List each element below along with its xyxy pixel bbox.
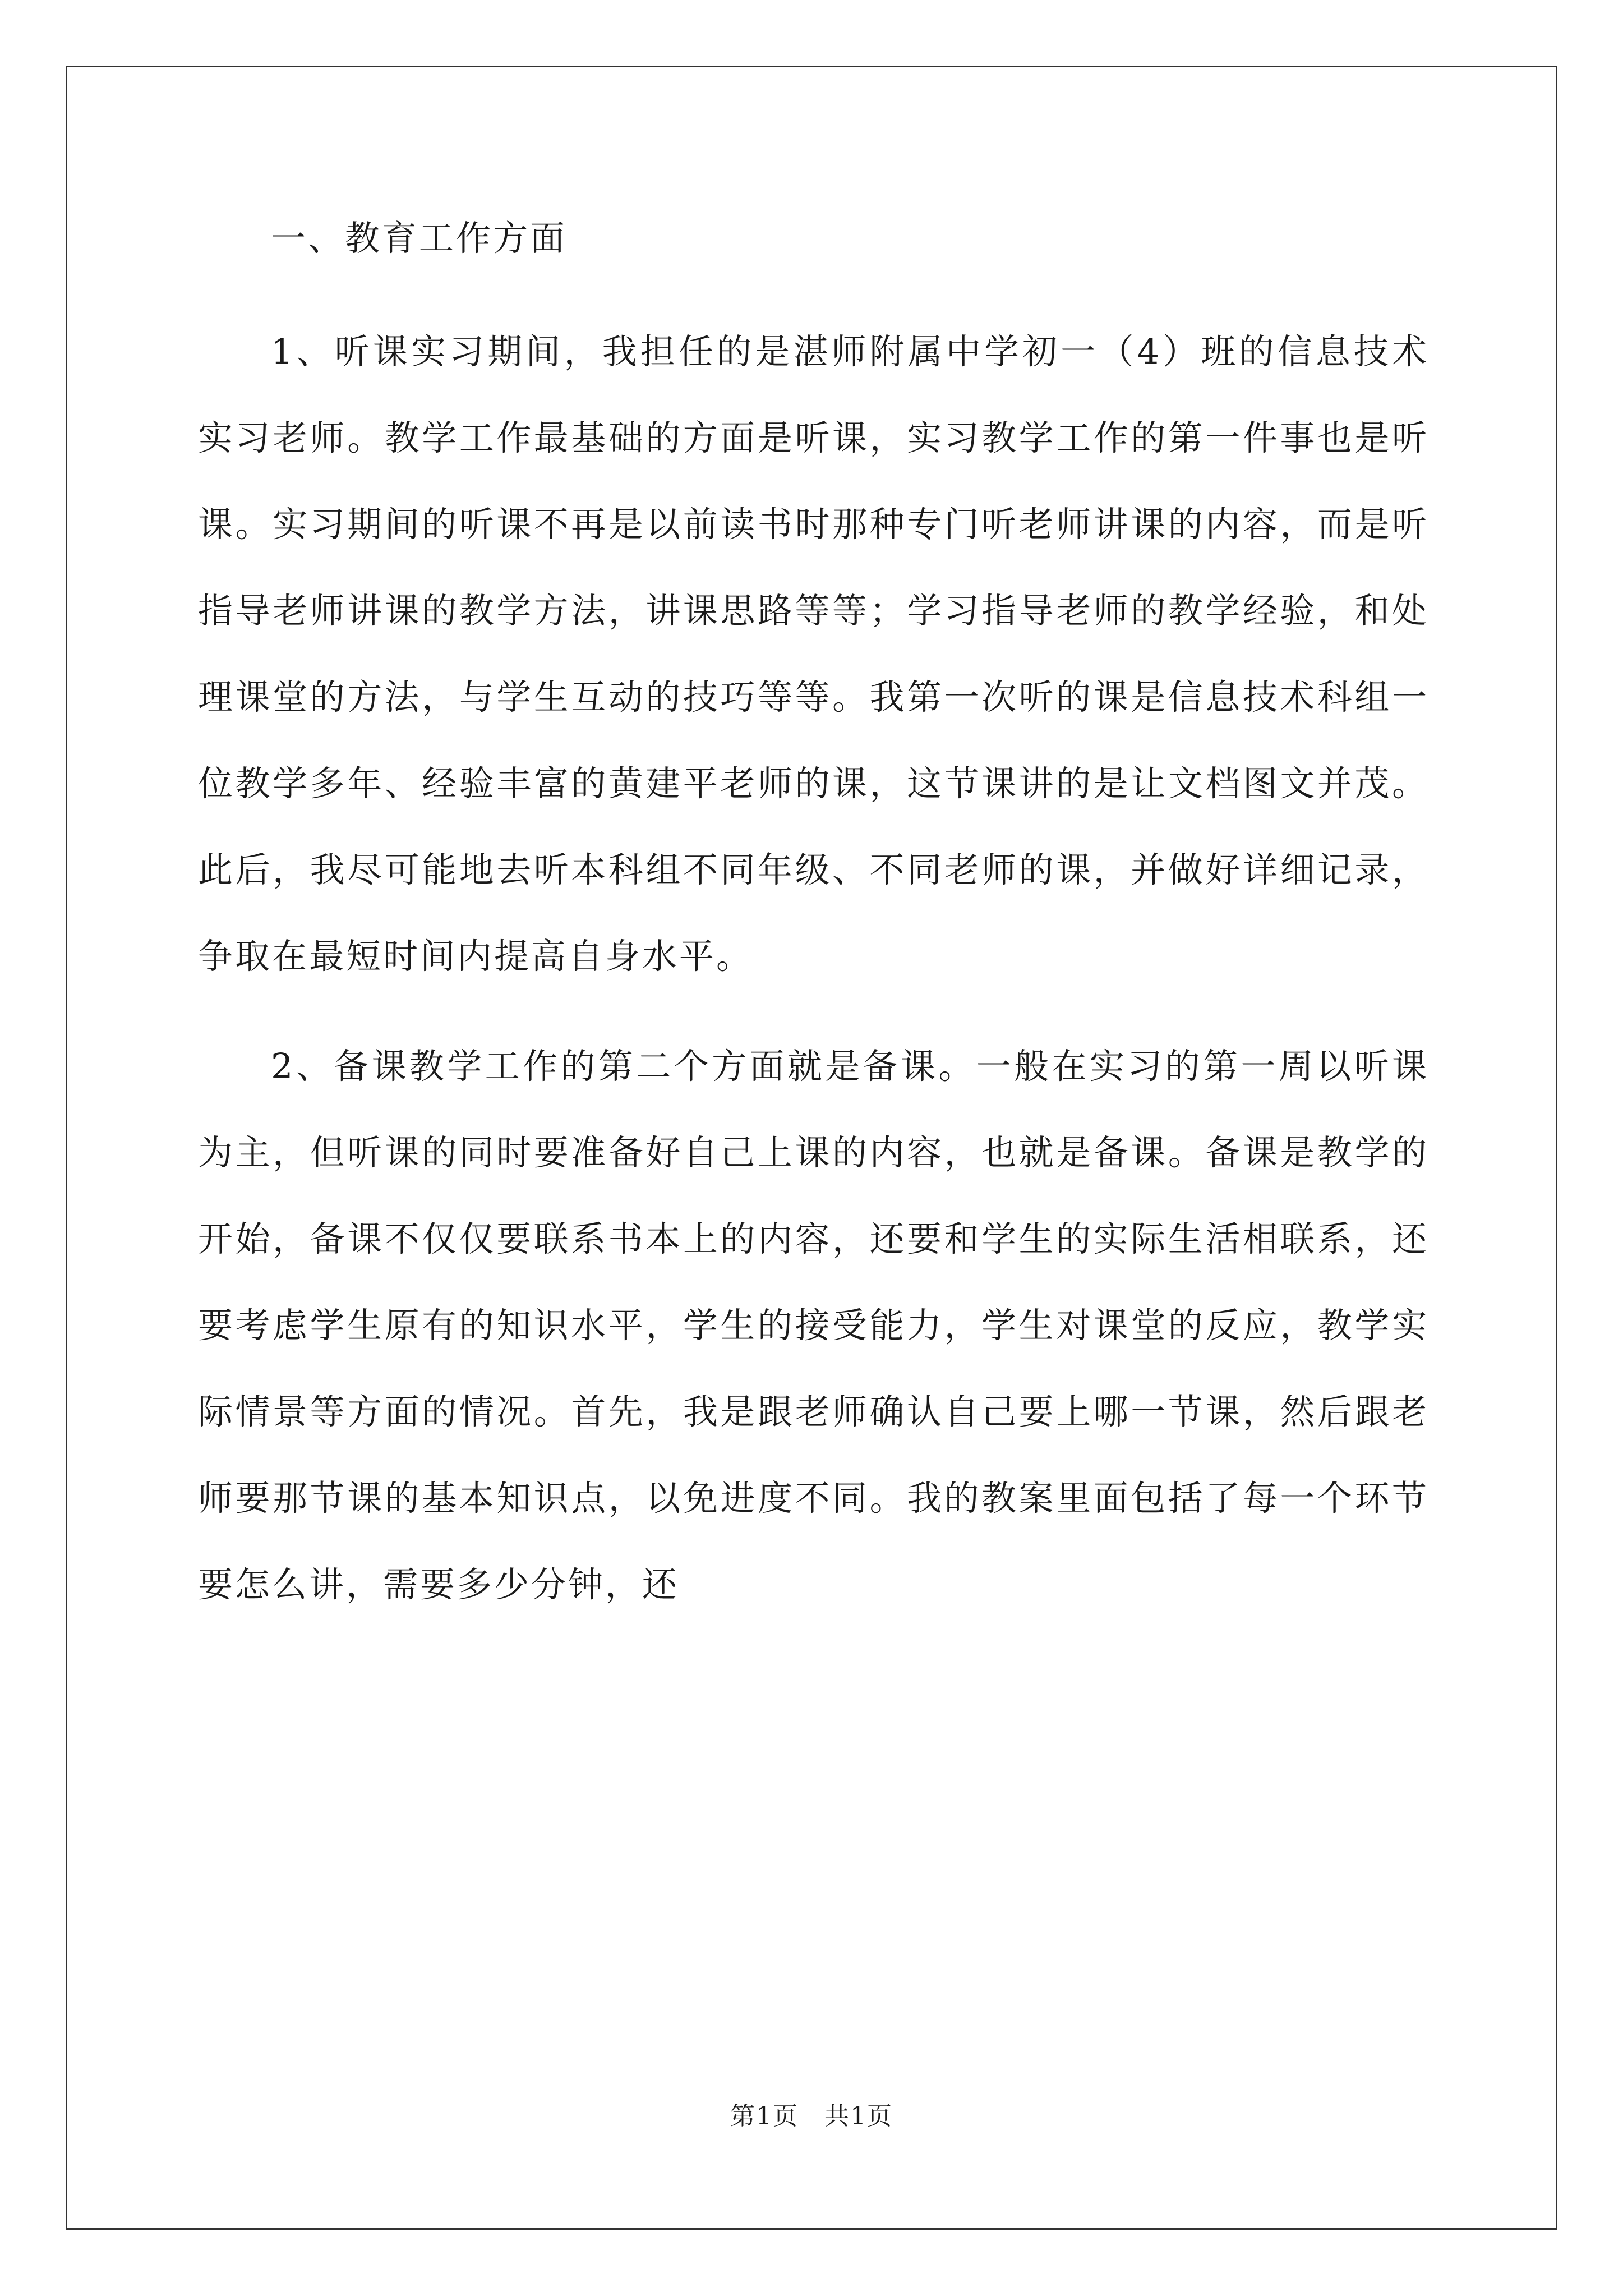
- document-body: [198, 213, 1429, 1651]
- paragraph-preparation: 2、备课教学工作的第二个方面就是备课。一般在实习的第一周以听课为主，但听课的同时要准备好自己上课的内容，也就是备课。备课是教学的开始，备课不仅仅要联系书本上的内容，还要和学生的实际生活相联系，还要考虑学生原有的知识水平，学生的接受能力，学生对课堂的反应，教学实际情景等方面的情况。首先，我是跟老师确认自己要上哪一节课，然后跟老师要那节课的基本知识点，以免进度不同。我的教案里面包括了每一个环节要怎么讲，需要多少分钟，还: [198, 1046, 1429, 1605]
- page-footer: 第1页 共1页: [730, 2102, 893, 2131]
- paragraph-listening: 1、听课实习期间，我担任的是湛师附属中学初一（4）班的信息技术实习老师。教学工作最基础的方面是听课，实习教学工作的第一件事也是听课。实习期间的听课不再是以前读书时那种专门听老师讲课的内容，而是听指导老师讲课的教学方法，讲课思路等等；学习指导老师的教学经验，和处理课堂的方法，与学生互动的技巧等等。我第一次听的课是信息技术科组一位教学多年、经验丰富的黄建平老师的课，这节课讲的是让文档图文并茂。此后，我尽可能地去听本科组不同年级、不同老师的课，并做好详细记录，争取在最短时间内提高自身水平。: [198, 331, 1429, 977]
- section-heading: 一、教育工作方面: [271, 218, 568, 259]
